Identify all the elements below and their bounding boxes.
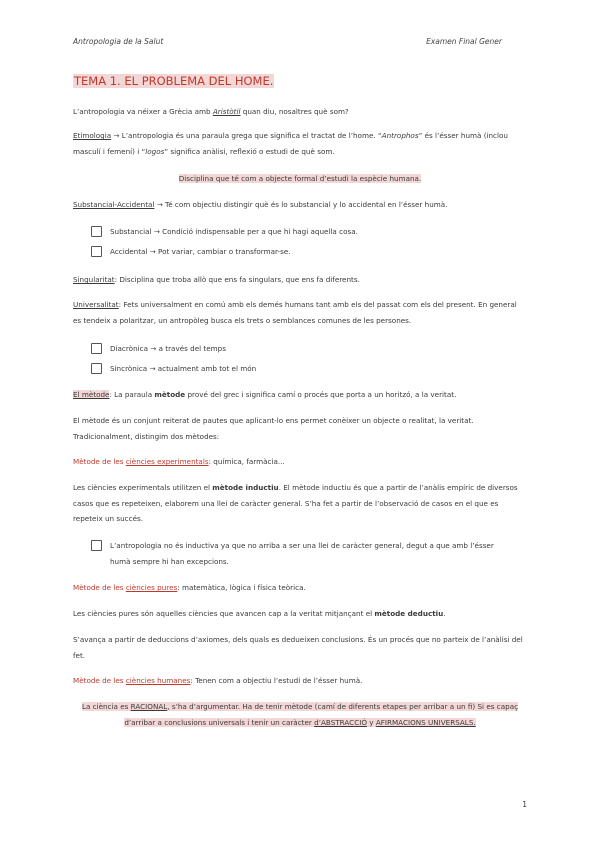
page-number: 1 <box>522 800 527 809</box>
metode-label: El mètode <box>73 390 110 399</box>
checklist-item: Accidental → Pot variar, cambiar o transformar-se. <box>91 244 511 260</box>
experimentals-label: ciències experimentals <box>125 457 209 466</box>
pures-heading: Mètode de les ciències pures: matemàtica, lògica i física teòrica. <box>73 583 306 592</box>
checklist-item: Substancial → Condició indispensable per a que hi hagi aquella cosa. <box>91 224 511 240</box>
substancial-label: Substancial-Accidental <box>73 200 155 209</box>
checkbox[interactable] <box>91 540 102 551</box>
checkbox[interactable] <box>91 343 102 354</box>
universalitat-label: Universalitat <box>73 300 119 309</box>
metode-definition-paragraph: El mètode és un conjunt reiterat de pautes que aplicant-lo ens permet conèixer un objecte o realitat, la veritat. Tradicionalment, distingim dos mètodes: <box>73 416 474 441</box>
conclusion-paragraph <box>78 699 522 730</box>
experimentals-paragraph: Les ciències experimentals utilitzen el mètode inductiu. El mètode inductiu és que a partir de l’anàlis empíric de diversos casos que es repeteixen, elaborem una llei de caràcter general. S’ha fet a partir de l’observació de casos en el que es repeteix un succés. <box>73 483 518 523</box>
checkbox[interactable] <box>91 363 102 374</box>
pures-label: ciències pures <box>125 583 178 592</box>
metode-paragraph: El mètode: La paraula mètode prové del grec i significa camí o procés que porta a un horitzó, a la veritat. <box>73 390 457 399</box>
checkbox[interactable] <box>91 246 102 257</box>
conclusion-highlight: La ciència es RACIONAL, s’ha d’argumentar. Ha de tenir mètode (camí de diferents etapes per arribar a un fi) Si es capaç d’arribar a conclusions universals i tenir un caràcter d’ABSTRACCIÓ y AFIRMACIONS UNIVERSALS. <box>81 702 519 727</box>
checklist-item: Diacrònica → a través del temps <box>91 341 511 357</box>
experimentals-heading: Mètode de les ciències experimentals: química, farmàcia... <box>73 457 285 466</box>
pures-paragraph: Les ciències pures són aquelles ciències que avancen cap a la veritat mitjançant el mètode deductiu. <box>73 609 446 618</box>
aristotil-name: Aristòtil <box>212 107 241 116</box>
definition-paragraph <box>73 171 527 187</box>
pures-deduction-paragraph: S’avança a partir de deduccions d’axiomes, dels quals es dedueixen conclusions. És un procés que no parteix de l’anàlisi del fet. <box>73 635 523 660</box>
checkbox[interactable] <box>91 226 102 237</box>
universalitat-paragraph: Universalitat: Fets universalment en comú amb els demés humans tant amb els del passat com els del present. En general es tendeix a polaritzar, un antropòleg busca els trets o semblances comunes de les persones. <box>73 300 517 325</box>
intro-paragraph: L’antropologia va néixer a Grècia amb Aristòtil quan diu, nosaltres què som? <box>73 107 349 116</box>
header-course: Antropologia de la Salut <box>73 37 164 46</box>
humanes-label: ciències humanes <box>125 676 191 685</box>
etimologia-label: Etimologia <box>73 131 112 140</box>
singularitat-paragraph: Singularitat: Disciplina que troba allò que ens fa singulars, que ens fa diferents. <box>73 275 360 284</box>
checklist-item: L’antropologia no és inductiva ya que no arriba a ser una llei de caràcter general, degut a que amb l’ésser humà sempre hi han excepcions. <box>91 538 511 569</box>
checklist-item: Sincrònica → actualment amb tot el món <box>91 361 511 377</box>
singularitat-label: Singularitat <box>73 275 115 284</box>
page-title: TEMA 1. EL PROBLEMA DEL HOME. <box>74 74 274 88</box>
substancial-paragraph: Substancial-Accidental → Té com objectiu distingir què és lo substancial y lo accidental en l’ésser humà. <box>73 200 448 209</box>
definition-highlight: Disciplina que té com a objecte formal d’estudi la espècie humana. <box>178 174 422 183</box>
etimologia-paragraph: Etimologia → L’antropologia és una paraula grega que significa el tractat de l’home. “Antrophos” és l’ésser humà (inclou masculí i femení) i “logos” significa anàlisi, reflexió o estudi de què som. <box>73 131 508 156</box>
header-exam: Examen Final Gener <box>426 37 502 46</box>
humanes-heading: Mètode de les ciències humanes: Tenen com a objectiu l’estudi de l’ésser humà. <box>73 676 363 685</box>
